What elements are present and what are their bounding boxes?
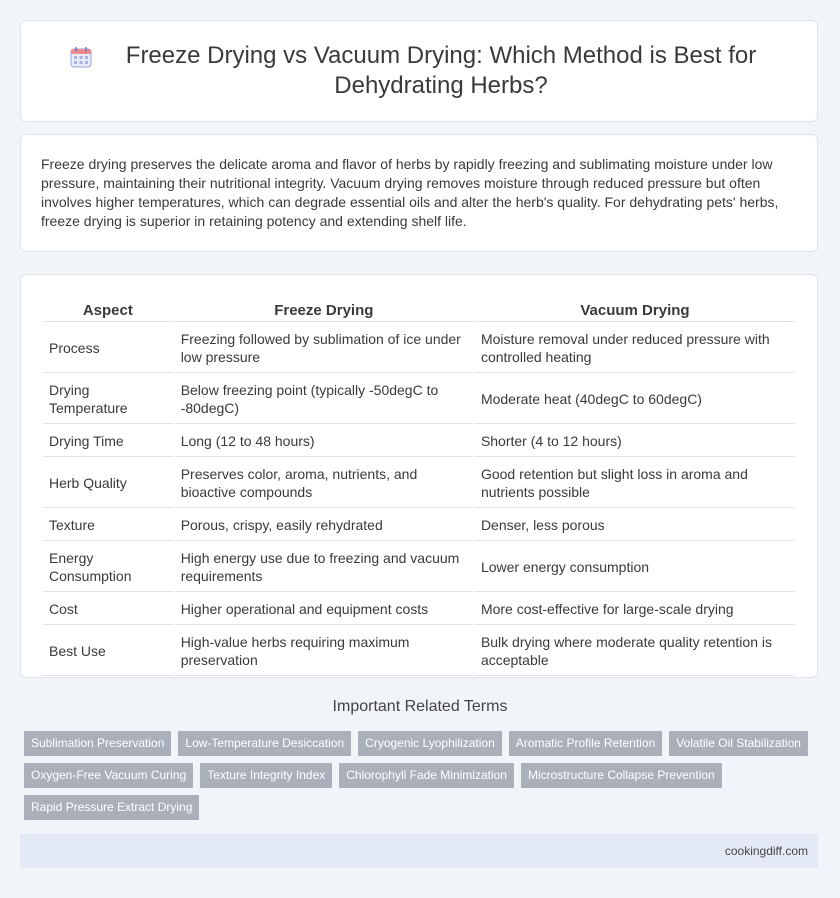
freeze-cell: Higher operational and equipment costs (175, 594, 473, 625)
aspect-cell: Best Use (43, 627, 173, 676)
term-tag[interactable]: Volatile Oil Stabilization (669, 731, 808, 756)
vacuum-cell: Moisture removal under reduced pressure with controlled heating (475, 324, 795, 373)
vacuum-cell: More cost-effective for large-scale drying (475, 594, 795, 625)
vacuum-cell: Denser, less porous (475, 510, 795, 541)
term-tag[interactable]: Microstructure Collapse Prevention (521, 763, 722, 788)
aspect-cell: Energy Consumption (43, 543, 173, 592)
freeze-cell: High-value herbs requiring maximum preservation (175, 627, 473, 676)
title-wrap (69, 41, 769, 101)
aspect-cell: Texture (43, 510, 173, 541)
header-aspect: Aspect (43, 297, 173, 322)
term-tag[interactable]: Rapid Pressure Extract Drying (24, 795, 199, 820)
freeze-cell: Porous, crispy, easily rehydrated (175, 510, 473, 541)
freeze-cell: Preserves color, aroma, nutrients, and bioactive compounds (175, 459, 473, 508)
comparison-card (20, 274, 818, 678)
term-tag[interactable]: Cryogenic Lyophilization (358, 731, 502, 756)
table-row (43, 375, 795, 424)
vacuum-cell: Bulk drying where moderate quality retention is acceptable (475, 627, 795, 676)
header-card (20, 20, 818, 122)
table-header-row (43, 297, 795, 322)
term-tag[interactable]: Chlorophyll Fade Minimization (339, 763, 514, 788)
freeze-cell: Below freezing point (typically -50degC to -80degC) (175, 375, 473, 424)
vacuum-cell: Good retention but slight loss in aroma and nutrients possible (475, 459, 795, 508)
aspect-cell: Drying Time (43, 426, 173, 457)
table-row (43, 594, 795, 625)
freeze-cell: Freezing followed by sublimation of ice under low pressure (175, 324, 473, 373)
aspect-cell: Cost (43, 594, 173, 625)
freeze-cell: High energy use due to freezing and vacuum requirements (175, 543, 473, 592)
vacuum-cell: Lower energy consumption (475, 543, 795, 592)
intro-card (20, 134, 818, 252)
term-tag[interactable]: Texture Integrity Index (200, 763, 332, 788)
vacuum-cell: Shorter (4 to 12 hours) (475, 426, 795, 457)
comparison-table (41, 295, 797, 678)
aspect-cell: Herb Quality (43, 459, 173, 508)
term-tag[interactable]: Sublimation Preservation (24, 731, 171, 756)
intro-text: Freeze drying preserves the delicate aroma and flavor of herbs by rapidly freezing and sublimating moisture under low pressure, maintaining their nutritional integrity. Vacuum drying removes moisture through reduced pressure but often involves higher temperatures, which can degrade essential oils and alter the herb's quality. For dehydrating pets' herbs, freeze drying is superior in retaining potency and extending shelf life. (41, 156, 779, 229)
freeze-cell: Long (12 to 48 hours) (175, 426, 473, 457)
term-tag[interactable]: Oxygen-Free Vacuum Curing (24, 763, 193, 788)
table-row (43, 459, 795, 508)
calendar-icon (69, 45, 93, 69)
term-tag[interactable]: Low-Temperature Desiccation (178, 731, 351, 756)
header-vacuum-drying: Vacuum Drying (475, 297, 795, 322)
header-freeze-drying: Freeze Drying (175, 297, 473, 322)
table-row (43, 324, 795, 373)
vacuum-cell: Moderate heat (40degC to 60degC) (475, 375, 795, 424)
footer-site[interactable]: cookingdiff.com (724, 844, 808, 858)
table-row (43, 543, 795, 592)
related-terms-title: Important Related Terms (332, 698, 508, 715)
footer (20, 834, 818, 868)
aspect-cell: Process (43, 324, 173, 373)
aspect-cell: Drying Temperature (43, 375, 173, 424)
term-tag[interactable]: Aromatic Profile Retention (509, 731, 662, 756)
table-row (43, 510, 795, 541)
page-title: Freeze Drying vs Vacuum Drying: Which Method is Best for Dehydrating Herbs? (125, 42, 757, 99)
table-row (43, 426, 795, 457)
table-row (43, 627, 795, 676)
related-terms-list (24, 731, 824, 827)
